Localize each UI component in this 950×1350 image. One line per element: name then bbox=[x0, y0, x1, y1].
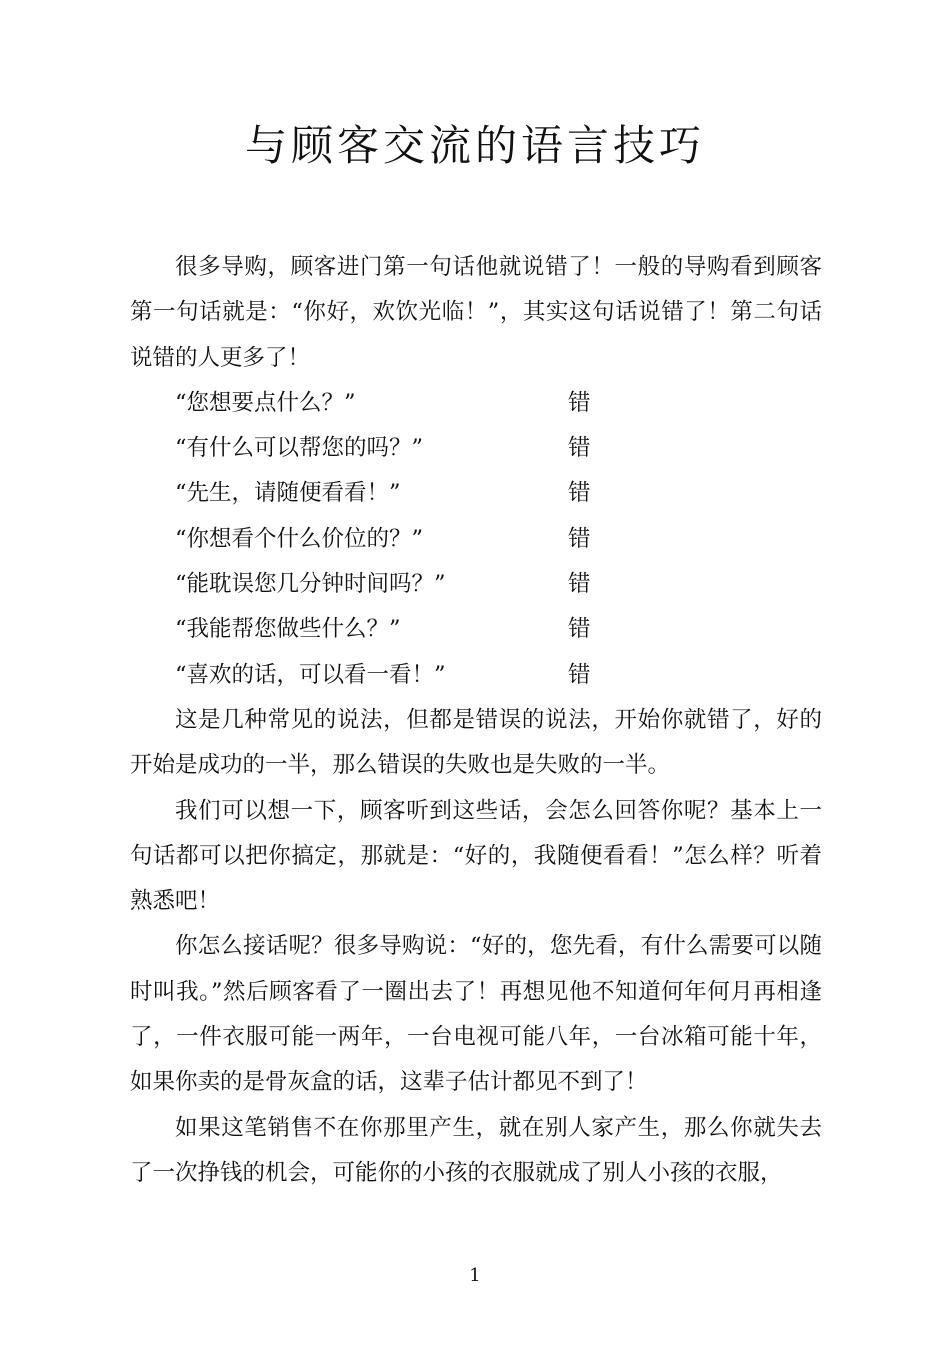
phrase-text: “先生，请随便看看！” bbox=[175, 480, 401, 507]
wrong-phrase-row bbox=[130, 517, 822, 562]
phrase-verdict: 错 bbox=[568, 480, 591, 507]
phrase-verdict: 错 bbox=[568, 616, 591, 643]
phrase-text: “您想要点什么？” bbox=[175, 389, 356, 416]
phrase-verdict: 错 bbox=[568, 661, 591, 688]
phrase-text: “喜欢的话，可以看一看！” bbox=[175, 661, 446, 688]
page-number: 1 bbox=[469, 1265, 481, 1286]
document-title: 与顾客交流的语言技巧 bbox=[244, 121, 705, 170]
phrase-verdict: 错 bbox=[568, 389, 591, 416]
phrase-verdict: 错 bbox=[568, 435, 591, 462]
phrase-text: “我能帮您做些什么？” bbox=[175, 616, 401, 643]
wrong-phrase-row bbox=[130, 607, 822, 652]
body-paragraph: 如果这笔销售不在你那里产生，就在别人家产生，那么你就失去了一次挣钱的机会，可能你的小孩的衣服就成了别人小孩的衣服， bbox=[130, 1114, 822, 1186]
body-paragraph: 你怎么接话呢？很多导购说：“好的，您先看，有什么需要可以随时叫我。”然后顾客看了一圈出去了！再想见他不知道何年何月再相逢了，一件衣服可能一两年，一台电视可能八年，一台冰箱可能十年，如果你卖的是骨灰盒的话，这辈子估计都见不到了！ bbox=[130, 933, 822, 1096]
phrase-text: “你想看个什么价位的？” bbox=[175, 525, 424, 552]
body-paragraph: 我们可以想一下，顾客听到这些话，会怎么回答你呢？基本上一句话都可以把你搞定，那就是：“好的，我随便看看！”怎么样？听着熟悉吧！ bbox=[130, 797, 822, 915]
wrong-phrase-row bbox=[130, 381, 822, 426]
phrase-text: “有什么可以帮您的吗？” bbox=[175, 435, 424, 462]
document-body bbox=[130, 245, 822, 1196]
body-paragraph: 这是几种常见的说法，但都是错误的说法，开始你就错了，好的开始是成功的一半，那么错误的失败也是失败的一半。 bbox=[130, 706, 822, 779]
wrong-phrase-row bbox=[130, 471, 822, 516]
wrong-phrase-row bbox=[130, 653, 822, 698]
phrase-verdict: 错 bbox=[568, 525, 591, 552]
intro-paragraph: 很多导购，顾客进门第一句话他就说错了！一般的导购看到顾客第一句话就是：“你好，欢饮光临！”，其实这句话说错了！第二句话说错的人更多了！ bbox=[130, 254, 822, 371]
wrong-phrase-row bbox=[130, 426, 822, 471]
wrong-phrase-row bbox=[130, 562, 822, 607]
phrase-text: “能耽误您几分钟时间吗？” bbox=[175, 571, 446, 598]
phrase-verdict: 错 bbox=[568, 571, 591, 598]
